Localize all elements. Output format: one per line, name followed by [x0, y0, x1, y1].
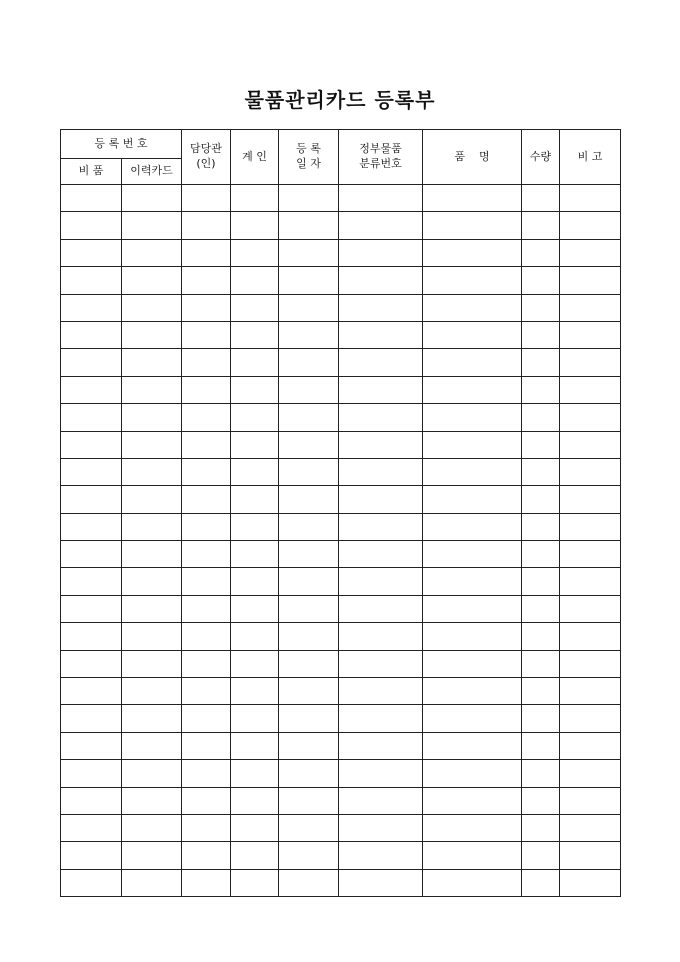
table-cell[interactable] — [560, 869, 621, 896]
table-cell[interactable] — [339, 787, 423, 814]
table-cell[interactable] — [560, 623, 621, 650]
table-cell[interactable] — [560, 513, 621, 540]
table-row — [61, 869, 621, 896]
table-cell[interactable] — [61, 458, 122, 485]
table-row — [61, 678, 621, 705]
table-cell[interactable] — [423, 513, 522, 540]
table-cell[interactable] — [423, 458, 522, 485]
table-cell[interactable] — [61, 623, 122, 650]
table-cell[interactable] — [279, 650, 339, 677]
table-cell[interactable] — [122, 185, 182, 212]
header-classification-line2: 분류번호 — [359, 157, 402, 170]
table-cell[interactable] — [231, 458, 279, 485]
table-cell[interactable] — [61, 404, 122, 431]
table-cell[interactable] — [231, 185, 279, 212]
table-cell[interactable] — [61, 239, 122, 266]
table-cell[interactable] — [122, 321, 182, 348]
table-cell[interactable] — [522, 869, 560, 896]
table-cell[interactable] — [122, 541, 182, 568]
table-cell[interactable] — [560, 732, 621, 759]
table-row — [61, 541, 621, 568]
table-cell[interactable] — [339, 541, 423, 568]
table-cell[interactable] — [182, 185, 231, 212]
table-row — [61, 458, 621, 485]
table-cell[interactable] — [231, 267, 279, 294]
table-cell[interactable] — [339, 623, 423, 650]
table-cell[interactable] — [231, 239, 279, 266]
table-cell[interactable] — [279, 239, 339, 266]
table-cell[interactable] — [231, 321, 279, 348]
table-cell[interactable] — [122, 650, 182, 677]
table-cell[interactable] — [61, 321, 122, 348]
table-row — [61, 431, 621, 458]
table-cell[interactable] — [522, 650, 560, 677]
table-cell[interactable] — [182, 568, 231, 595]
table-cell[interactable] — [182, 458, 231, 485]
table-row — [61, 760, 621, 787]
table-cell[interactable] — [560, 760, 621, 787]
table-cell[interactable] — [423, 541, 522, 568]
table-cell[interactable] — [560, 842, 621, 869]
table-cell[interactable] — [231, 842, 279, 869]
table-row — [61, 185, 621, 212]
table-cell[interactable] — [231, 568, 279, 595]
page-title: 물품관리카드 등록부 — [244, 88, 436, 112]
table-cell[interactable] — [122, 568, 182, 595]
table-cell[interactable] — [279, 705, 339, 732]
table-cell[interactable] — [339, 321, 423, 348]
table-cell[interactable] — [279, 595, 339, 622]
table-cell[interactable] — [279, 185, 339, 212]
table-cell[interactable] — [122, 294, 182, 321]
header-manager — [182, 130, 231, 185]
table-cell[interactable] — [522, 185, 560, 212]
table-row — [61, 239, 621, 266]
table-cell[interactable] — [231, 869, 279, 896]
table-cell[interactable] — [423, 349, 522, 376]
table-cell[interactable] — [522, 568, 560, 595]
table-cell[interactable] — [339, 568, 423, 595]
header-classification — [339, 130, 423, 185]
table-cell[interactable] — [339, 294, 423, 321]
table-cell[interactable] — [423, 869, 522, 896]
table-cell[interactable] — [423, 431, 522, 458]
table-cell[interactable] — [61, 568, 122, 595]
table-cell[interactable] — [560, 595, 621, 622]
table-cell[interactable] — [560, 294, 621, 321]
table-cell[interactable] — [522, 321, 560, 348]
table-cell[interactable] — [231, 349, 279, 376]
table-row — [61, 650, 621, 677]
table-cell[interactable] — [522, 431, 560, 458]
header-manager-line2: (인) — [196, 157, 216, 170]
header-reg-date — [279, 130, 339, 185]
table-cell[interactable] — [279, 404, 339, 431]
table-cell[interactable] — [560, 705, 621, 732]
table-cell[interactable] — [231, 814, 279, 841]
table-cell[interactable] — [522, 760, 560, 787]
table-cell[interactable] — [339, 404, 423, 431]
table-cell[interactable] — [231, 787, 279, 814]
table-cell[interactable] — [61, 869, 122, 896]
table-cell[interactable] — [279, 212, 339, 239]
table-cell[interactable] — [560, 678, 621, 705]
header-reg-no: 등 록 번 호 — [61, 130, 182, 159]
table-cell[interactable] — [61, 513, 122, 540]
table-cell[interactable] — [61, 650, 122, 677]
table-cell[interactable] — [182, 239, 231, 266]
table-cell[interactable] — [339, 760, 423, 787]
table-cell[interactable] — [423, 212, 522, 239]
table-cell[interactable] — [522, 239, 560, 266]
table-cell[interactable] — [61, 376, 122, 403]
table-cell[interactable] — [423, 568, 522, 595]
table-cell[interactable] — [182, 705, 231, 732]
table-cell[interactable] — [522, 458, 560, 485]
table-cell[interactable] — [560, 541, 621, 568]
table-row — [61, 321, 621, 348]
table-cell[interactable] — [182, 513, 231, 540]
table-cell[interactable] — [339, 239, 423, 266]
table-cell[interactable] — [522, 842, 560, 869]
table-cell[interactable] — [231, 513, 279, 540]
header-remarks: 비 고 — [560, 130, 621, 185]
table-cell[interactable] — [560, 787, 621, 814]
table-cell[interactable] — [182, 842, 231, 869]
table-cell[interactable] — [279, 376, 339, 403]
table-cell[interactable] — [423, 267, 522, 294]
table-cell[interactable] — [522, 541, 560, 568]
table-cell[interactable] — [231, 404, 279, 431]
table-cell[interactable] — [339, 595, 423, 622]
table-cell[interactable] — [61, 760, 122, 787]
table-cell[interactable] — [423, 705, 522, 732]
table-cell[interactable] — [423, 486, 522, 513]
table-cell[interactable] — [231, 623, 279, 650]
table-cell[interactable] — [560, 267, 621, 294]
table-cell[interactable] — [122, 842, 182, 869]
table-cell[interactable] — [279, 678, 339, 705]
table-cell[interactable] — [560, 404, 621, 431]
table-cell[interactable] — [182, 541, 231, 568]
table-cell[interactable] — [279, 513, 339, 540]
table-cell[interactable] — [279, 787, 339, 814]
table-cell[interactable] — [231, 732, 279, 759]
table-cell[interactable] — [61, 705, 122, 732]
table-row — [61, 513, 621, 540]
table-cell[interactable] — [182, 623, 231, 650]
table-cell[interactable] — [182, 595, 231, 622]
table-cell[interactable] — [231, 431, 279, 458]
table-cell[interactable] — [61, 294, 122, 321]
table-cell[interactable] — [522, 267, 560, 294]
table-cell[interactable] — [61, 185, 122, 212]
table-cell[interactable] — [423, 404, 522, 431]
table-cell[interactable] — [423, 787, 522, 814]
table-cell[interactable] — [423, 678, 522, 705]
table-cell[interactable] — [279, 349, 339, 376]
table-cell[interactable] — [560, 212, 621, 239]
table-cell[interactable] — [423, 650, 522, 677]
table-cell[interactable] — [122, 239, 182, 266]
table-cell[interactable] — [182, 787, 231, 814]
table-cell[interactable] — [339, 267, 423, 294]
table-cell[interactable] — [339, 842, 423, 869]
table-cell[interactable] — [522, 787, 560, 814]
table-cell[interactable] — [122, 705, 182, 732]
table-cell[interactable] — [231, 212, 279, 239]
table-cell[interactable] — [122, 814, 182, 841]
table-cell[interactable] — [182, 678, 231, 705]
table-cell[interactable] — [560, 486, 621, 513]
table-cell[interactable] — [122, 376, 182, 403]
table-row — [61, 705, 621, 732]
table-cell[interactable] — [122, 404, 182, 431]
table-cell[interactable] — [279, 321, 339, 348]
table-cell[interactable] — [423, 842, 522, 869]
table-cell[interactable] — [522, 349, 560, 376]
table-cell[interactable] — [279, 458, 339, 485]
table-cell[interactable] — [279, 294, 339, 321]
table-cell[interactable] — [61, 732, 122, 759]
table-row — [61, 486, 621, 513]
table-row — [61, 787, 621, 814]
table-cell[interactable] — [122, 732, 182, 759]
table-cell[interactable] — [339, 486, 423, 513]
table-cell[interactable] — [522, 814, 560, 841]
table-cell[interactable] — [61, 486, 122, 513]
table-cell[interactable] — [182, 294, 231, 321]
table-cell[interactable] — [182, 732, 231, 759]
table-cell[interactable] — [122, 212, 182, 239]
table-cell[interactable] — [61, 842, 122, 869]
table-cell[interactable] — [231, 650, 279, 677]
table-cell[interactable] — [279, 869, 339, 896]
table-row — [61, 623, 621, 650]
table-cell[interactable] — [522, 678, 560, 705]
table-cell[interactable] — [560, 431, 621, 458]
table-cell[interactable] — [522, 404, 560, 431]
table-cell[interactable] — [182, 376, 231, 403]
table-cell[interactable] — [560, 185, 621, 212]
table-cell[interactable] — [231, 705, 279, 732]
table-cell[interactable] — [231, 595, 279, 622]
table-cell[interactable] — [231, 678, 279, 705]
table-cell[interactable] — [423, 623, 522, 650]
table-cell[interactable] — [122, 595, 182, 622]
table-row — [61, 732, 621, 759]
table-cell[interactable] — [182, 486, 231, 513]
table-cell[interactable] — [231, 760, 279, 787]
table-cell[interactable] — [279, 814, 339, 841]
table-cell[interactable] — [339, 513, 423, 540]
table-cell[interactable] — [522, 513, 560, 540]
table-cell[interactable] — [279, 431, 339, 458]
table-cell[interactable] — [339, 814, 423, 841]
table-row — [61, 294, 621, 321]
table-cell[interactable] — [61, 267, 122, 294]
table-cell[interactable] — [423, 595, 522, 622]
table-cell[interactable] — [423, 185, 522, 212]
table-row — [61, 595, 621, 622]
table-cell[interactable] — [182, 267, 231, 294]
table-cell[interactable] — [423, 760, 522, 787]
header-manager-line1: 담당관 — [190, 142, 222, 156]
table-cell[interactable] — [61, 541, 122, 568]
table-cell[interactable] — [522, 623, 560, 650]
table-cell[interactable] — [339, 869, 423, 896]
table-cell[interactable] — [182, 404, 231, 431]
table-row — [61, 814, 621, 841]
table-cell[interactable] — [61, 349, 122, 376]
header-classification-line1: 정부물품 — [359, 142, 402, 156]
table-cell[interactable] — [279, 623, 339, 650]
table-cell[interactable] — [423, 321, 522, 348]
table-cell[interactable] — [122, 349, 182, 376]
table-row — [61, 349, 621, 376]
table-cell[interactable] — [339, 376, 423, 403]
table-cell[interactable] — [560, 458, 621, 485]
table-cell[interactable] — [182, 431, 231, 458]
table-row — [61, 376, 621, 403]
header-reg-date-line1: 등 록 — [296, 142, 321, 156]
table-cell[interactable] — [182, 212, 231, 239]
table-cell[interactable] — [61, 787, 122, 814]
table-row — [61, 267, 621, 294]
table-cell[interactable] — [423, 732, 522, 759]
table-cell[interactable] — [560, 349, 621, 376]
header-history-card: 이력카드 — [122, 159, 182, 185]
table-cell[interactable] — [231, 376, 279, 403]
table-cell[interactable] — [560, 321, 621, 348]
table-cell[interactable] — [279, 732, 339, 759]
header-item-name: 품 명 — [423, 130, 522, 185]
table-cell[interactable] — [61, 814, 122, 841]
table-cell[interactable] — [522, 486, 560, 513]
table-cell[interactable] — [231, 541, 279, 568]
table-cell[interactable] — [423, 814, 522, 841]
table-body — [61, 185, 621, 897]
table-cell[interactable] — [122, 869, 182, 896]
table-cell[interactable] — [122, 513, 182, 540]
table-cell[interactable] — [522, 732, 560, 759]
table-cell[interactable] — [522, 705, 560, 732]
table-row — [61, 842, 621, 869]
table-cell[interactable] — [339, 212, 423, 239]
table-cell[interactable] — [560, 650, 621, 677]
header-quantity: 수량 — [522, 130, 560, 185]
table-cell[interactable] — [279, 842, 339, 869]
table-cell[interactable] — [231, 486, 279, 513]
table-cell[interactable] — [122, 458, 182, 485]
table-cell[interactable] — [231, 294, 279, 321]
table-cell[interactable] — [122, 267, 182, 294]
table-cell[interactable] — [122, 486, 182, 513]
table-cell[interactable] — [423, 376, 522, 403]
table-cell[interactable] — [423, 239, 522, 266]
table-cell[interactable] — [279, 486, 339, 513]
table-cell[interactable] — [423, 294, 522, 321]
table-cell[interactable] — [339, 650, 423, 677]
table-cell[interactable] — [61, 212, 122, 239]
table-row — [61, 568, 621, 595]
table-cell[interactable] — [560, 568, 621, 595]
header-fixture: 비 품 — [61, 159, 122, 185]
table-cell[interactable] — [61, 595, 122, 622]
table-cell[interactable] — [522, 595, 560, 622]
table-cell[interactable] — [122, 760, 182, 787]
table-cell[interactable] — [522, 294, 560, 321]
table-cell[interactable] — [61, 678, 122, 705]
table-cell[interactable] — [339, 678, 423, 705]
table-cell[interactable] — [522, 376, 560, 403]
table-cell[interactable] — [122, 431, 182, 458]
table-cell[interactable] — [122, 787, 182, 814]
table-cell[interactable] — [339, 185, 423, 212]
table-cell[interactable] — [339, 349, 423, 376]
header-confirm: 계 인 — [231, 130, 279, 185]
table-cell[interactable] — [122, 623, 182, 650]
table-cell[interactable] — [560, 376, 621, 403]
table-cell[interactable] — [279, 760, 339, 787]
header-reg-date-line2: 일 자 — [296, 157, 321, 170]
table-cell[interactable] — [61, 431, 122, 458]
table-cell[interactable] — [182, 349, 231, 376]
table-row — [61, 212, 621, 239]
table-cell[interactable] — [560, 239, 621, 266]
table-cell[interactable] — [339, 458, 423, 485]
table-cell[interactable] — [182, 814, 231, 841]
table-cell[interactable] — [122, 678, 182, 705]
table-cell[interactable] — [182, 760, 231, 787]
registry-table — [60, 129, 621, 897]
table-cell[interactable] — [279, 568, 339, 595]
table-cell[interactable] — [279, 267, 339, 294]
table-header — [61, 130, 621, 185]
table-cell[interactable] — [182, 321, 231, 348]
table-cell[interactable] — [339, 732, 423, 759]
table-cell[interactable] — [182, 650, 231, 677]
table-cell[interactable] — [279, 541, 339, 568]
table-cell[interactable] — [560, 814, 621, 841]
table-row — [61, 404, 621, 431]
table-cell[interactable] — [339, 705, 423, 732]
table-cell[interactable] — [339, 431, 423, 458]
table-cell[interactable] — [182, 869, 231, 896]
table-cell[interactable] — [522, 212, 560, 239]
